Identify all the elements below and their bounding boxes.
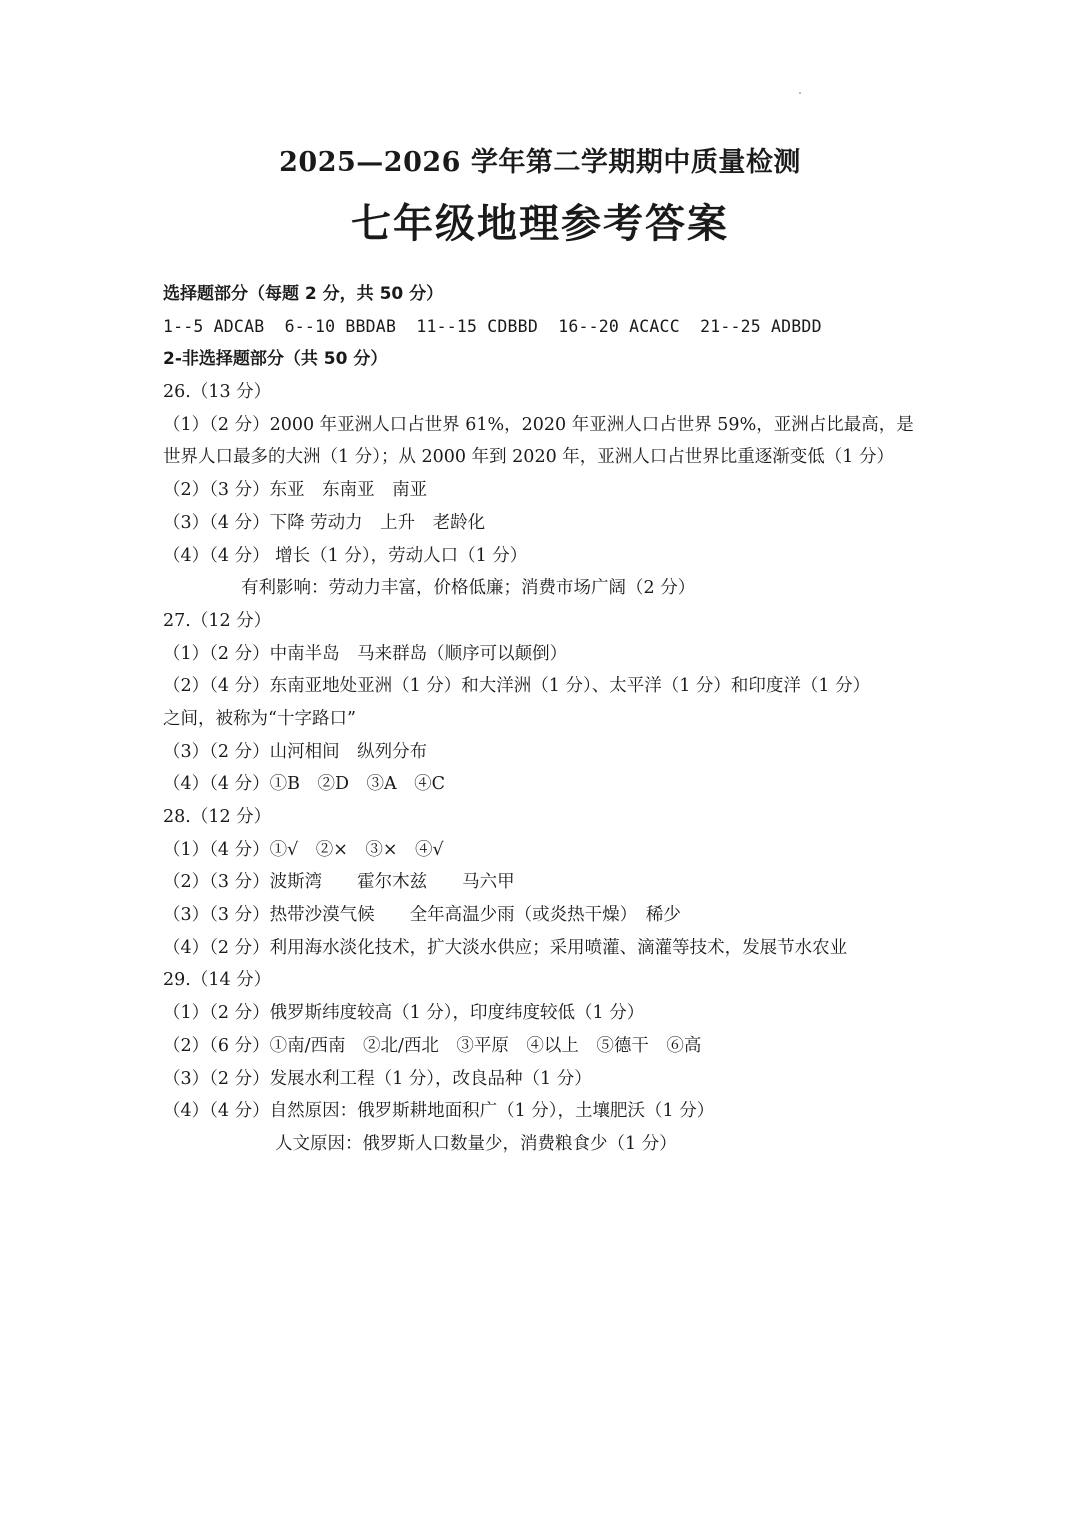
q29-part1: （1）（2 分）俄罗斯纬度较高（1 分），印度纬度较低（1 分） — [163, 1003, 645, 1024]
scan-speck — [799, 92, 801, 94]
q29-part3: （3）（2 分）发展水利工程（1 分），改良品种（1 分） — [163, 1068, 592, 1089]
answer-key-title: 七年级地理参考答案 — [351, 201, 729, 247]
question-29-heading: 29.（14 分） — [163, 970, 272, 991]
question-26-heading: 26.（13 分） — [163, 382, 272, 403]
q29-part4: （4）（4 分）自然原因：俄罗斯耕地面积广（1 分），土壤肥沃（1 分） — [163, 1101, 715, 1122]
choice-answers: 1--5 ADCAB 6--10 BBDAB 11--15 CDBBD 16--20 ACACC 21--25 ADBDD — [163, 316, 822, 336]
question-27-heading: 27.（12 分） — [163, 610, 272, 631]
q27-part1: （1）（2 分）中南半岛 马来群岛（顺序可以颠倒） — [163, 643, 568, 664]
q26-part4: （4）（4 分） 增长（1 分），劳动人口（1 分） — [163, 545, 528, 566]
q26-part1-line2: 世界人口最多的大洲（1 分）；从 2000 年到 2020 年，亚洲人口占世界比重逐渐变低（1 分） — [163, 447, 894, 468]
q27-part3: （3）（2 分）山河相间 纵列分布 — [163, 741, 428, 762]
exam-title: 2025—2026 学年第二学期期中质量检测 — [279, 147, 801, 178]
q28-part2: （2）（3 分）波斯湾 霍尔木兹 马六甲 — [163, 872, 515, 893]
q28-part1: （1）（4 分）①√ ②× ③× ④√ — [163, 839, 444, 860]
q26-part3: （3）（4 分）下降 劳动力 上升 老龄化 — [163, 512, 486, 533]
q27-part4: （4）（4 分）①B ②D ③A ④C — [163, 774, 445, 795]
question-28-heading: 28.（12 分） — [163, 807, 272, 827]
q26-part2: （2）（3 分）东亚 东南亚 南亚 — [163, 480, 428, 501]
q27-part2-line1: （2）（4 分）东南亚地处亚洲（1 分）和大洋洲（1 分）、太平洋（1 分）和印度洋（1 分） — [163, 676, 871, 697]
q28-part4: （4）（2 分）利用海水淡化技术，扩大淡水供应；采用喷灌、滴灌等技术，发展节水农业 — [163, 937, 848, 958]
q27-part2-line2: 之间，被称为“十字路口” — [163, 708, 356, 729]
answer-body — [163, 278, 943, 1161]
q26-part1-line1: （1）（2 分）2000 年亚洲人口占世界 61%，2020 年亚洲人口占世界 59%，亚洲占比最高，是 — [163, 414, 914, 435]
section-heading-choice: 选择题部分（每题 2 分，共 50 分） — [163, 284, 444, 304]
section-heading-nonchoice: 2-非选择题部分（共 50 分） — [163, 349, 388, 370]
q29-part4-continued: 人文原因：俄罗斯人口数量少，消费粮食少（1 分） — [275, 1133, 677, 1154]
q29-part2: （2）（6 分）①南/西南 ②北/西北 ③平原 ④以上 ⑤德干 ⑥高 — [163, 1035, 702, 1056]
q28-part3: （3）（3 分）热带沙漠气候 全年高温少雨（或炎热干燥） 稀少 — [163, 905, 681, 926]
q26-part4-continued: 有利影响：劳动力丰富，价格低廉；消费市场广阔（2 分） — [241, 578, 696, 599]
